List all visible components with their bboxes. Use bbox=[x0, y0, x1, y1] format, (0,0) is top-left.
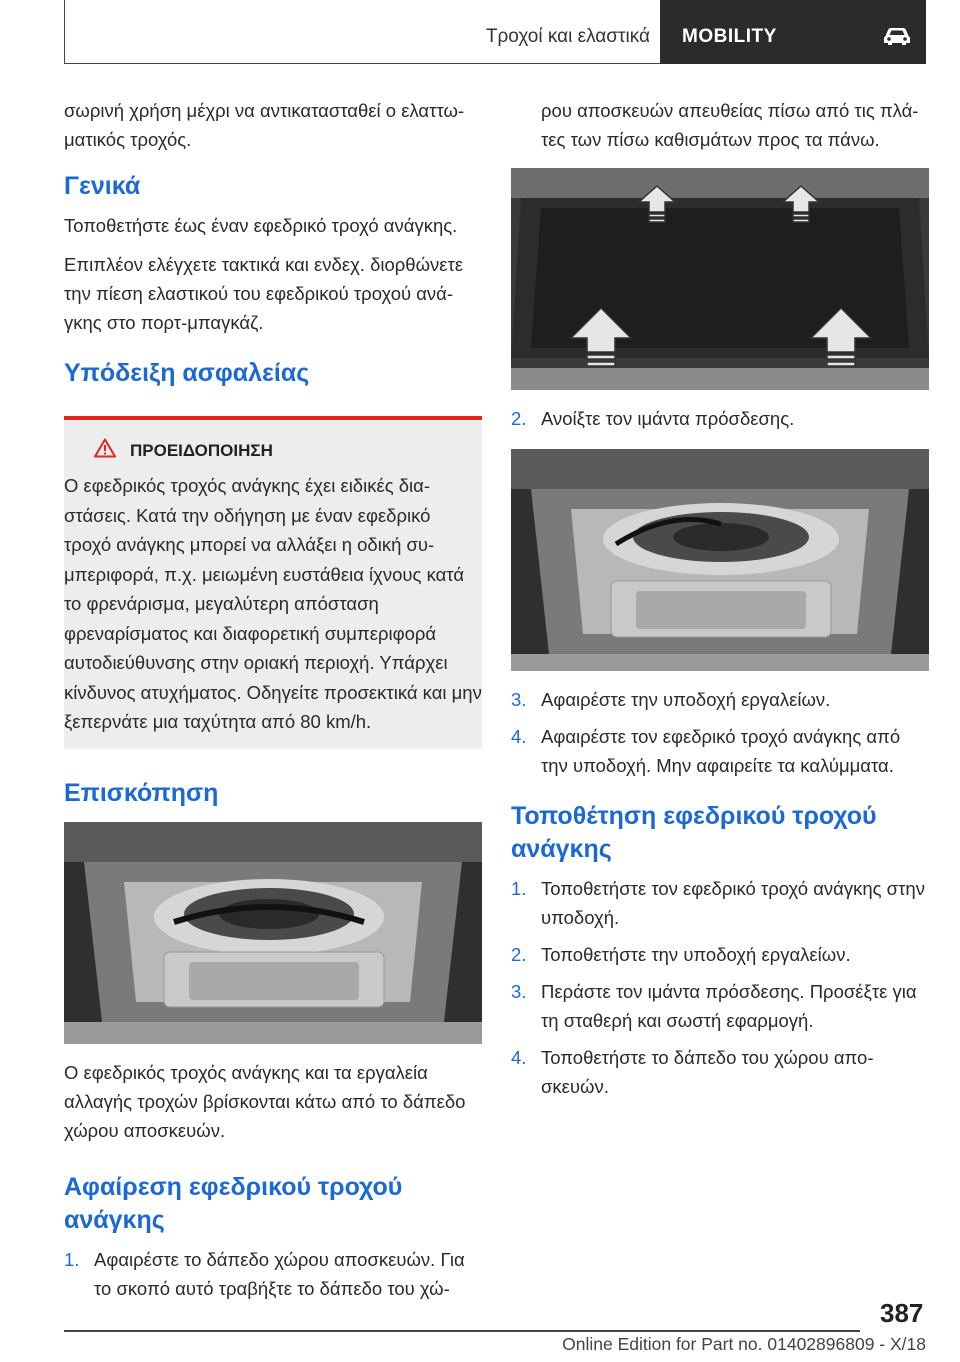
step-number: 4. bbox=[511, 1047, 527, 1068]
removal-steps-right-b bbox=[511, 685, 929, 780]
removal-steps-right-a bbox=[511, 404, 929, 433]
left-column bbox=[64, 96, 482, 1311]
heading-safety: Υπόδειξη ασφαλείας bbox=[64, 359, 310, 387]
step-text: Τοποθετήστε τον εφεδρικό τροχό ανάγκης στην υποδοχή. bbox=[541, 878, 925, 928]
list-item bbox=[511, 977, 929, 1035]
step-text: Τοποθετήστε την υποδοχή εργαλείων. bbox=[541, 944, 851, 965]
overview-caption: Ο εφεδρικός τροχός ανάγκης και τα εργαλεία αλλαγής τροχών βρίσκονται κάτω από το δάπεδο χώρου αποσκευών. bbox=[64, 1061, 466, 1141]
intro-paragraph: σωρινή χρήση μέχρι να αντικατασταθεί ο ελαττω-ματικός τροχός. bbox=[64, 100, 465, 150]
step-text: Τοποθετήστε το δάπεδο του χώρου απο-σκευών. bbox=[541, 1047, 874, 1097]
step-number: 4. bbox=[511, 726, 527, 747]
step-number: 1. bbox=[64, 1248, 80, 1270]
general-paragraph-2: Επιπλέον ελέγχετε τακτικά και ενδεχ. διορθώνετε την πίεση ελαστικού του εφεδρικού τροχού ανά-γκης στο πορτ-μπαγκάζ. bbox=[64, 254, 464, 333]
chapter-tab bbox=[660, 0, 926, 64]
list-item bbox=[511, 404, 929, 433]
page-number: 387 bbox=[880, 1298, 924, 1328]
general-paragraph-1: Τοποθετήστε έως έναν εφεδρικό τροχό ανάγκης. bbox=[64, 215, 458, 236]
footer-divider bbox=[64, 1330, 860, 1332]
edition-footer: Online Edition for Part no. 01402896809 - X/18 bbox=[562, 1334, 926, 1354]
list-item bbox=[511, 685, 929, 714]
step-number: 3. bbox=[511, 981, 527, 1002]
step-text: Αφαιρέστε τον εφεδρικό τροχό ανάγκης από την υποδοχή. Μην αφαιρείτε τα καλύμματα. bbox=[541, 726, 901, 776]
warning-text: Ο εφεδρικός τροχός ανάγκης έχει ειδικές δια-στάσεις. Κατά την οδήγηση με έναν εφεδρικό τροχό ανάγκης μπορεί να αλλάξει η οδική συ-μπεριφορά, π.χ. μειωμένη ευστάθεια ίχνους κατά το φρενάρισμα, μεγαλύτερη απόσταση φρεναρίσματος και διαφορετική συμπεριφορά αυτοδιεύθυνσης στην οριακή περιοχή. Υπάρχει κίνδυνος ατυχήματος. Οδηγείτε προσεκτικά και μην ξεπερνάτε μια ταχύτητα από 80 km/h. bbox=[64, 475, 482, 732]
step-number: 3. bbox=[511, 689, 527, 710]
list-item bbox=[511, 1043, 929, 1101]
heading-overview: Επισκόπηση bbox=[64, 778, 219, 807]
step-text: Ανοίξτε τον ιμάντα πρόσδεσης. bbox=[541, 408, 795, 429]
warning-label: ΠΡΟΕΙΔΟΠΟΙΗΣΗ bbox=[130, 440, 273, 460]
step-number: 2. bbox=[511, 944, 527, 965]
heading-install: Τοποθέτηση εφεδρικού τροχού ανάγκης bbox=[511, 802, 877, 863]
step-text: Αφαιρέστε το δάπεδο χώρου αποσκευών. Για το σκοπό αυτό τραβήξτε το δάπεδο του χώ- bbox=[94, 1248, 465, 1299]
list-item bbox=[511, 722, 929, 780]
step-text: Αφαιρέστε την υποδοχή εργαλείων. bbox=[541, 689, 831, 710]
list-item bbox=[511, 874, 929, 932]
strap-open-photo bbox=[511, 449, 929, 671]
step-number: 2. bbox=[511, 408, 527, 429]
install-steps bbox=[511, 874, 929, 1101]
chapter-title: MOBILITY bbox=[682, 26, 777, 47]
trunk-floor-arrows-photo bbox=[511, 168, 929, 390]
step-number: 1. bbox=[511, 878, 527, 899]
step-text: Περάστε τον ιμάντα πρόσδεσης. Προσέξτε για τη σταθερή και σωστή εφαρμογή. bbox=[541, 981, 917, 1031]
car-icon bbox=[882, 26, 912, 51]
warning-header bbox=[94, 438, 482, 463]
heading-general: Γενικά bbox=[64, 172, 141, 200]
spare-wheel-overview-photo bbox=[64, 822, 482, 1044]
removal-steps-left bbox=[64, 1245, 482, 1303]
warning-box bbox=[64, 416, 482, 749]
right-column bbox=[511, 96, 929, 1109]
continued-paragraph: ρου αποσκευών απευθείας πίσω από τις πλά-τες των πίσω καθισμάτων προς τα πάνω. bbox=[541, 100, 919, 150]
warning-triangle-icon bbox=[94, 438, 116, 463]
list-item bbox=[64, 1245, 482, 1303]
section-title: Τροχοί και ελαστικά bbox=[485, 26, 650, 47]
heading-removal: Αφαίρεση εφεδρικού τροχού ανάγκης bbox=[64, 1172, 403, 1234]
list-item bbox=[511, 940, 929, 969]
